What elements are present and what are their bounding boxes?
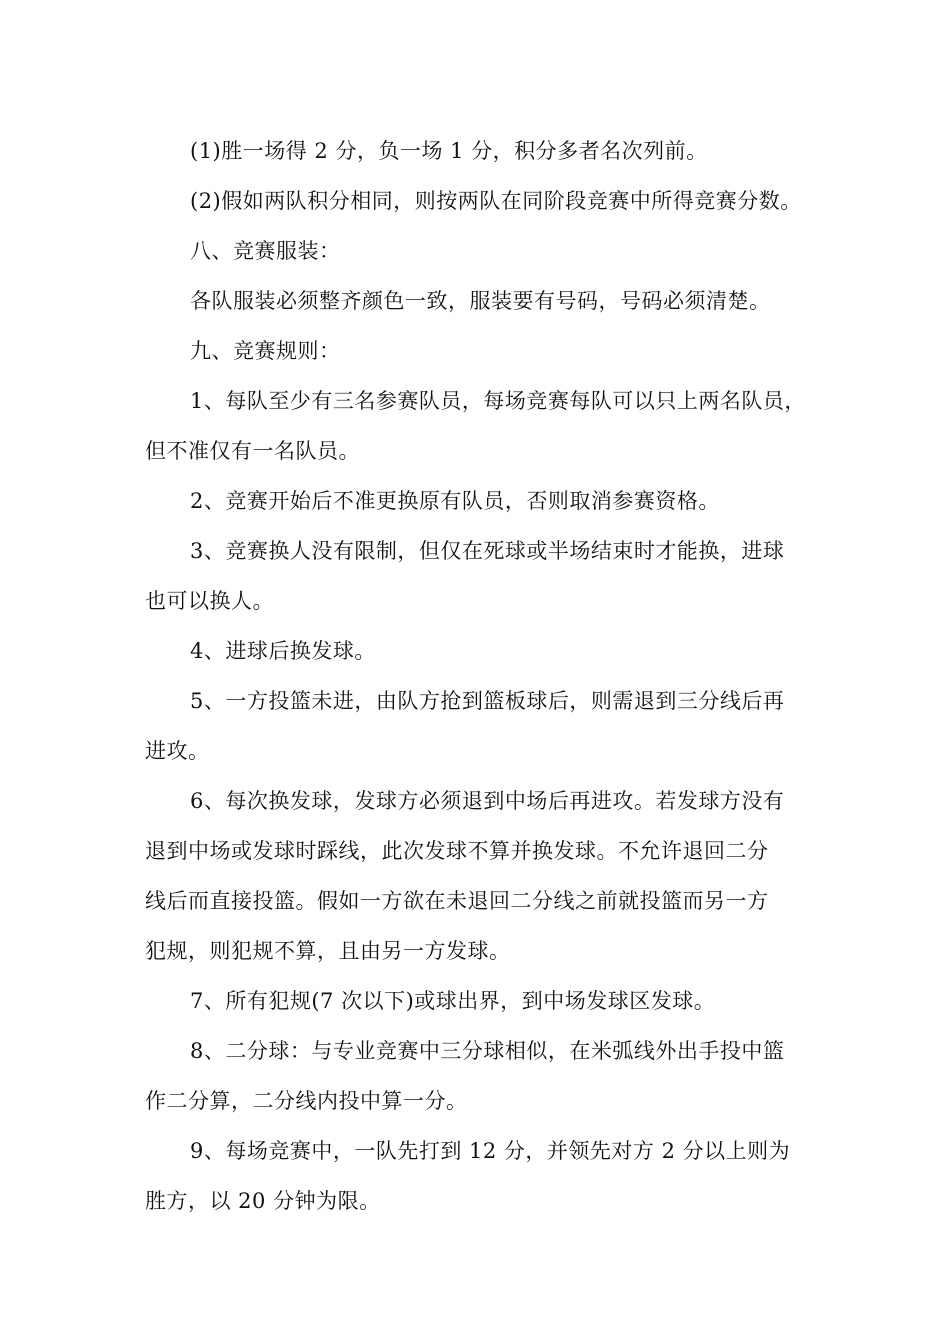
section-heading-rules: 九、竞赛规则： [190,339,341,363]
rule-3-line-2: 也可以换人。 [145,589,274,613]
rule-5-line-2: 进攻。 [145,739,210,763]
rule-5-line-1: 5、一方投篮未进，由队方抢到篮板球后，则需退到三分线后再 [190,689,785,713]
rule-2: 2、竞赛开始后不准更换原有队员，否则取消参赛资格。 [190,489,720,513]
rule-6-line-1: 6、每次换发球，发球方必须退到中场后再进攻。若发球方没有 [190,789,785,813]
rule-6-line-2: 退到中场或发球时踩线，此次发球不算并换发球。不允许退回二分 [145,839,769,863]
uniform-text: 各队服装必须整齐颜色一致，服装要有号码，号码必须清楚。 [190,289,771,313]
section-heading-uniform: 八、竞赛服装： [190,239,341,263]
rule-1-line-2: 但不准仅有一名队员。 [145,439,360,463]
scoring-rule-2: (2)假如两队积分相同，则按两队在同阶段竞赛中所得竞赛分数。 [190,189,802,213]
rule-6-line-4: 犯规，则犯规不算，且由另一方发球。 [145,939,511,963]
rule-3-line-1: 3、竞赛换人没有限制，但仅在死球或半场结束时才能换，进球 [190,539,785,563]
rule-8-line-1: 8、二分球：与专业竞赛中三分球相似，在米弧线外出手投中篮 [190,1039,785,1063]
rule-4: 4、进球后换发球。 [190,639,376,663]
rule-8-line-2: 作二分算，二分线内投中算一分。 [145,1089,468,1113]
rule-1-line-1: 1、每队至少有三名参赛队员，每场竞赛每队可以只上两名队员， [190,389,806,413]
rule-9-line-2: 胜方，以 20 分钟为限。 [145,1189,381,1213]
rule-6-line-3: 线后而直接投篮。假如一方欲在未退回二分线之前就投篮而另一方 [145,889,769,913]
rule-7: 7、所有犯规(7 次以下)或球出界，到中场发球区发球。 [190,989,716,1013]
rule-9-line-1: 9、每场竞赛中，一队先打到 12 分，并领先对方 2 分以上则为 [190,1139,791,1163]
scoring-rule-1: (1)胜一场得 2 分，负一场 1 分，积分多者名次列前。 [190,139,708,163]
